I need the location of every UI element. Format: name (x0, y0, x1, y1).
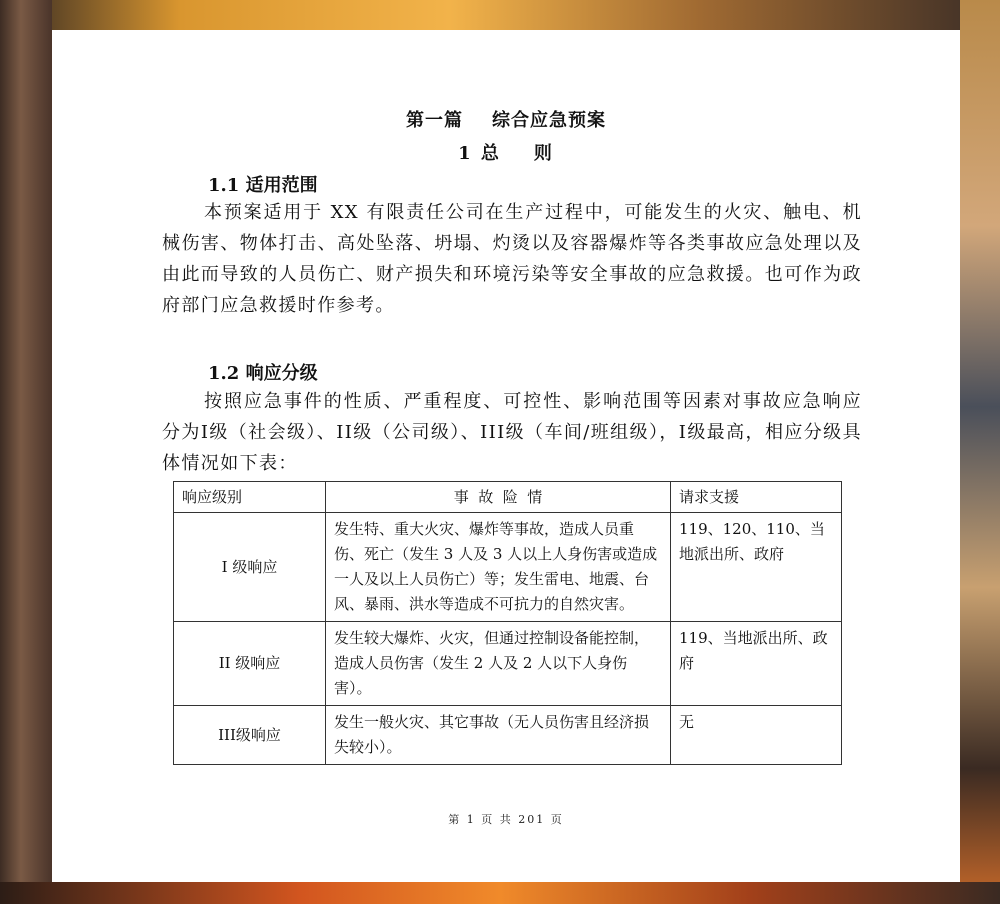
level-cell: III级响应 (174, 706, 326, 765)
background-bottom-strip (0, 882, 1000, 904)
header-cell-level: 响应级别 (174, 482, 326, 513)
page-footer: 第 1 页 共 201 页 (448, 813, 564, 826)
document-title: 第一篇 综合应急预案 (405, 110, 607, 131)
section-body-levels: 按照应急事件的性质、严重程度、可控性、影响范围等因素对事故应急响应分为I级（社会级）、II级（公司级）、III级（车间/班组级），I级最高，相应分级具体情况如下表： (162, 391, 862, 474)
table-header-row (174, 482, 842, 513)
support-cell: 119、120、110、当地派出所、政府 (671, 513, 842, 622)
table-row (174, 622, 842, 706)
level-cell: I 级响应 (174, 513, 326, 622)
section-heading-levels: 1.2 响应分级 (208, 363, 318, 384)
section-body-scope: 本预案适用于 XX 有限责任公司在生产过程中，可能发生的火灾、触电、机械伤害、物体打击、高处坠落、坍塌、灼烫以及容器爆炸等各类事故应急处理以及由此而导致的人员伤亡、财产损失和环境污染等安全事故的应急救援。也可作为政府部门应急救援时作参考。 (162, 202, 862, 316)
situation-cell: 发生一般火灾、其它事故（无人员伤害且经济损失较小）。 (326, 706, 671, 765)
table-row (174, 513, 842, 622)
chapter-title: 1 总 则 (458, 143, 554, 164)
background-right-strip (960, 0, 1000, 904)
header-cell-situation: 事 故 险 情 (326, 482, 671, 513)
support-cell: 无 (671, 706, 842, 765)
support-cell: 119、当地派出所、政府 (671, 622, 842, 706)
table-row (174, 706, 842, 765)
situation-cell: 发生较大爆炸、火灾，但通过控制设备能控制，造成人员伤害（发生 2 人及 2 人以下人身伤害）。 (326, 622, 671, 706)
level-cell: II 级响应 (174, 622, 326, 706)
background-left-strip (0, 0, 52, 904)
section-heading-scope: 1.1 适用范围 (208, 175, 318, 196)
document-page (52, 30, 960, 882)
response-level-table (173, 481, 842, 765)
situation-cell: 发生特、重大火灾、爆炸等事故，造成人员重伤、死亡（发生 3 人及 3 人以上人身伤害或造成一人及以上人员伤亡）等；发生雷电、地震、台风、暴雨、洪水等造成不可抗力的自然灾害。 (326, 513, 671, 622)
header-cell-support: 请求支援 (671, 482, 842, 513)
background-top-strip (0, 0, 1000, 30)
